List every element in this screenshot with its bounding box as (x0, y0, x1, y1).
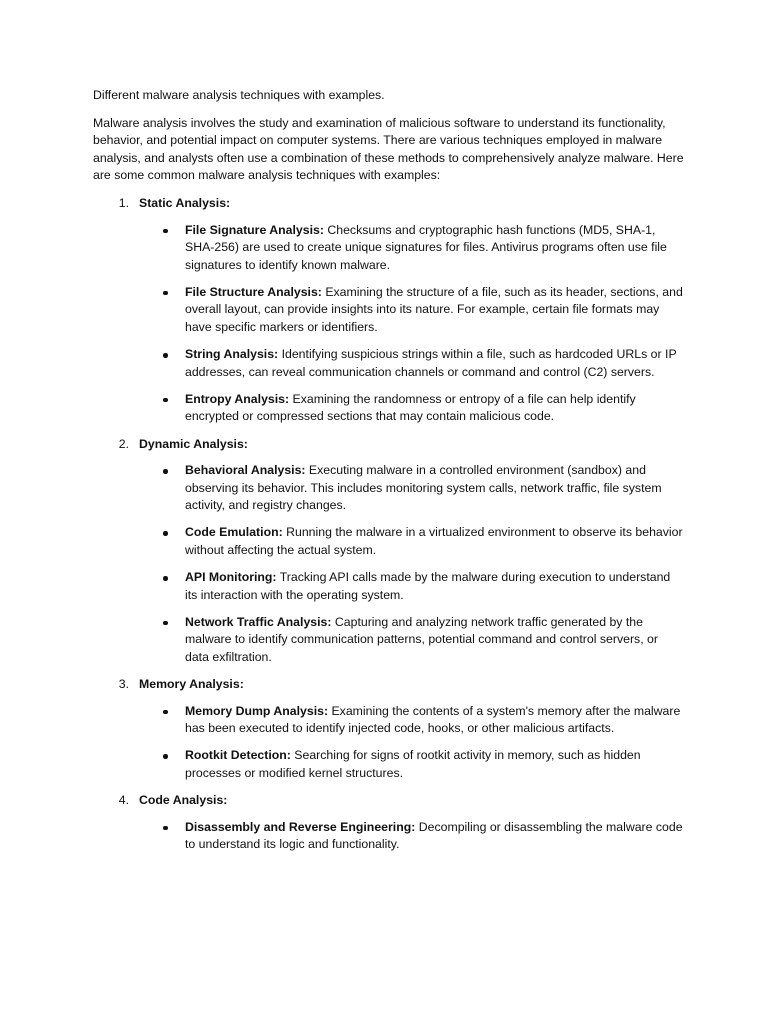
bullet-term: Memory Dump Analysis: (185, 703, 329, 718)
bullet-icon (93, 569, 185, 604)
section-bullets (93, 462, 685, 666)
section-number: 3. (118, 677, 129, 692)
bullet-icon (93, 703, 185, 738)
list-item (93, 819, 685, 854)
section-title: Static Analysis: (139, 195, 231, 210)
bullet-term: File Signature Analysis: (185, 222, 324, 237)
bullet-term: Rootkit Detection: (185, 748, 291, 763)
bullet-description: Executing malware in a controlled environment (sandbox) and observing its behavior. This includes monitoring system calls, network traffic, file system activity, and registry changes. (185, 463, 662, 513)
bullet-term: API Monitoring: (185, 570, 277, 585)
bullet-description: Examining the contents of a system's memory after the malware has been executed to identify injected code, hooks, or other malicious artifacts. (185, 703, 681, 736)
section-heading (93, 436, 685, 454)
list-item (93, 222, 685, 275)
bullet-description: Decompiling or disassembling the malware code to understand its logic and functionality. (185, 819, 683, 852)
bullet-icon (93, 524, 185, 559)
bullet-icon (93, 462, 185, 515)
bullet-description: Tracking API calls made by the malware during execution to understand its interaction with the operating system. (185, 570, 671, 602)
list-item (93, 614, 685, 667)
list-item (93, 569, 685, 604)
intro-paragraph: Malware analysis involves the study and examination of malicious software to understand its functionality, behavior, and potential impact on computer systems. There are various techniques employed in malware analysis, and analysts often use a combination of these methods to comprehensively analyze malware. Here are some common malware analysis techniques with examples: (93, 115, 684, 183)
section-heading (93, 792, 685, 810)
bullet-description: Identifying suspicious strings within a file, such as hardcoded URLs or IP addresses, can reveal communication channels or command and control (C2) servers. (185, 347, 677, 379)
technique-sections (93, 195, 685, 854)
list-item (93, 284, 685, 337)
bullet-description: Capturing and analyzing network traffic generated by the malware to identify communication patterns, potential command and control servers, or data exfiltration. (185, 614, 658, 664)
section-bullets (93, 703, 685, 783)
bullet-term: String Analysis: (185, 347, 279, 362)
bullet-icon (93, 284, 185, 337)
bullet-description: Checksums and cryptographic hash functions (MD5, SHA-1, SHA-256) are used to create unique signatures for files. Antivirus programs often use file signatures to identify known malware. (185, 222, 667, 272)
list-item (93, 462, 685, 515)
section-dynamic-analysis (93, 436, 685, 667)
section-number: 1. (118, 195, 129, 210)
bullet-description: Examining the randomness or entropy of a file can help identify encrypted or compressed sections that may contain malicious code. (185, 391, 636, 424)
bullet-term: Behavioral Analysis: (185, 463, 306, 478)
section-title: Memory Analysis: (139, 677, 244, 692)
bullet-icon (93, 222, 185, 275)
section-title: Dynamic Analysis: (139, 436, 248, 451)
document-page (93, 87, 685, 863)
bullet-term: Code Emulation: (185, 525, 283, 540)
section-code-analysis (93, 792, 685, 854)
bullet-term: File Structure Analysis: (185, 284, 322, 299)
bullet-term: Network Traffic Analysis: (185, 614, 332, 629)
bullet-icon (93, 346, 185, 381)
list-item (93, 703, 685, 738)
list-item (93, 391, 685, 426)
section-memory-analysis (93, 676, 685, 782)
bullet-term: Disassembly and Reverse Engineering: (185, 819, 416, 834)
section-title: Code Analysis: (139, 793, 228, 807)
bullet-term: Entropy Analysis: (185, 391, 290, 406)
bullet-description: Searching for signs of rootkit activity in memory, such as hidden processes or modified kernel structures. (185, 748, 641, 780)
list-item (93, 747, 685, 782)
section-static-analysis (93, 195, 685, 426)
section-bullets (93, 222, 685, 426)
bullet-icon (93, 391, 185, 426)
list-item (93, 524, 685, 559)
list-item (93, 346, 685, 381)
bullet-icon (93, 747, 185, 782)
section-heading (93, 676, 685, 694)
section-bullets (93, 819, 685, 854)
bullet-description: Running the malware in a virtualized environment to observe its behavior without affecting the actual system. (185, 525, 683, 557)
section-number: 2. (118, 436, 129, 451)
section-heading (93, 195, 685, 213)
document-title: Different malware analysis techniques with examples. (93, 88, 385, 102)
bullet-icon (93, 819, 185, 854)
section-number: 4. (118, 793, 129, 807)
bullet-description: Examining the structure of a file, such as its header, sections, and overall layout, can provide insights into its nature. For example, certain file formats may have specific markers or identifiers. (185, 284, 683, 335)
bullet-icon (93, 614, 185, 667)
